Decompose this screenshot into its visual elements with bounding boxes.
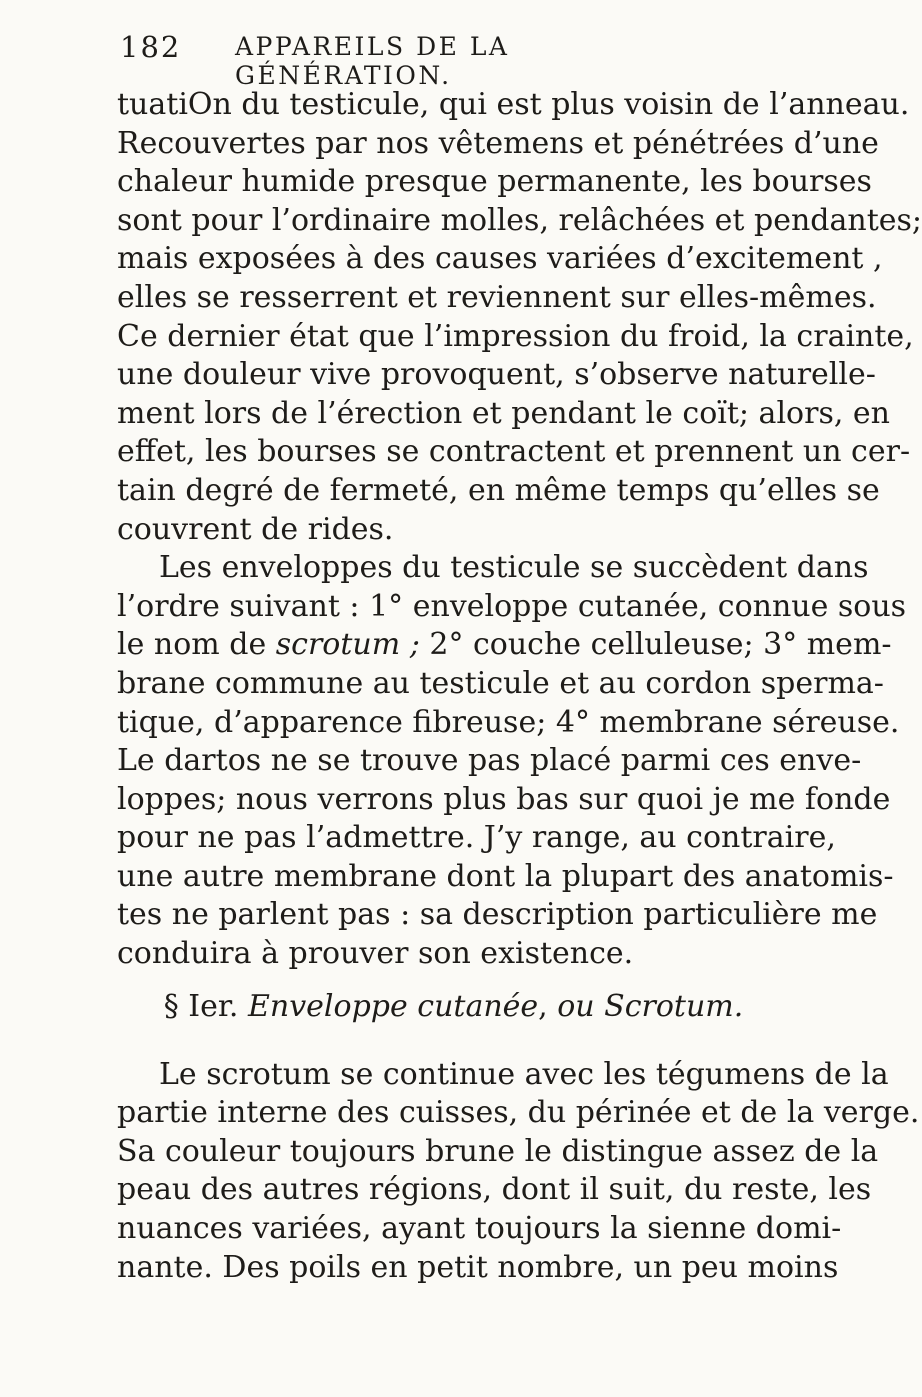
text-line: loppes; nous verrons plus bas sur quoi je me fonde: [117, 781, 891, 817]
text-line: nuances variées, ayant toujours la sienne domi-: [117, 1211, 842, 1247]
text-line: peau des autres régions, dont il suit, du reste, les: [117, 1172, 872, 1208]
text-line: sont pour l’ordinaire molles, relâchées et pendantes;: [117, 202, 922, 238]
running-title: APPAREILS DE LA GÉNÉRATION.: [235, 32, 510, 90]
text-line: chaleur humide presque permanente, les bourses: [117, 164, 872, 200]
text-line: Recouvertes par nos vêtemens et pénétrées d’une: [117, 125, 879, 161]
text-line: effet, les bourses se contractent et prennent un cer-: [117, 434, 911, 470]
section-heading: [117, 974, 790, 1040]
text-line: une douleur vive provoquent, s’observe naturelle-: [117, 357, 876, 393]
text-line: tuatiOn du testicule, qui est plus voisin de l’anneau.: [117, 87, 910, 122]
text-line: pour ne pas l’admettre. J’y range, au contraire,: [117, 820, 836, 856]
section-subtitle: ou Scrotum.: [557, 988, 744, 1024]
spacer: [117, 1040, 790, 1056]
page-header: [120, 30, 680, 90]
text-line: nante. Des poils en petit nombre, un peu moins: [117, 1249, 839, 1285]
text-line: tes ne parlent pas : sa description particulière me: [117, 897, 878, 933]
text-line: mais exposées à des causes variées d’excitement ,: [117, 241, 883, 277]
text-line: elles se resserrent et reviennent sur elles-mêmes.: [117, 279, 877, 315]
paragraph-3: [117, 1056, 920, 1288]
text-line: Le scrotum se continue avec les tégumens de la: [159, 1056, 889, 1092]
text-line: Les enveloppes du testicule se succèdent dans: [159, 550, 869, 586]
text-line: partie interne des cuisses, du périnée et de la verge.: [117, 1095, 920, 1131]
paragraph-2: [117, 549, 907, 974]
italic-term-scrotum: scrotum ;: [275, 627, 420, 663]
text-line: l’ordre suivant : 1° enveloppe cutanée, connue sous: [117, 588, 907, 624]
text-line: Sa couleur toujours brune le distingue assez de la: [117, 1133, 879, 1169]
text-line: Le dartos ne se trouve pas placé parmi ces enve-: [117, 743, 862, 779]
section-title: Enveloppe cutanée: [247, 988, 539, 1024]
section-number: § Ier.: [163, 988, 248, 1024]
text-line: [117, 626, 892, 665]
text-run: 2° couche celluleuse; 3° mem-: [419, 627, 892, 663]
text-line: couvrent de rides.: [117, 511, 394, 547]
text-line: tain degré de fermeté, en même temps qu’elles se: [117, 472, 880, 508]
body-text: [117, 86, 922, 1287]
text-line: tique, d’apparence fibreuse; 4° membrane séreuse.: [117, 704, 900, 740]
section-separator: ,: [538, 988, 558, 1024]
text-line: brane commune au testicule et au cordon sperma-: [117, 665, 884, 701]
text-line: conduira à prouver son existence.: [117, 936, 634, 972]
page-number: 182: [120, 30, 182, 64]
paragraph-1: [117, 86, 922, 549]
text-line: ment lors de l’érection et pendant le coït; alors, en: [117, 395, 890, 431]
text-line: Ce dernier état que l’impression du froid, la crainte,: [117, 318, 914, 354]
text-run: le nom de: [117, 627, 276, 663]
text-line: une autre membrane dont la plupart des anatomis-: [117, 858, 894, 894]
